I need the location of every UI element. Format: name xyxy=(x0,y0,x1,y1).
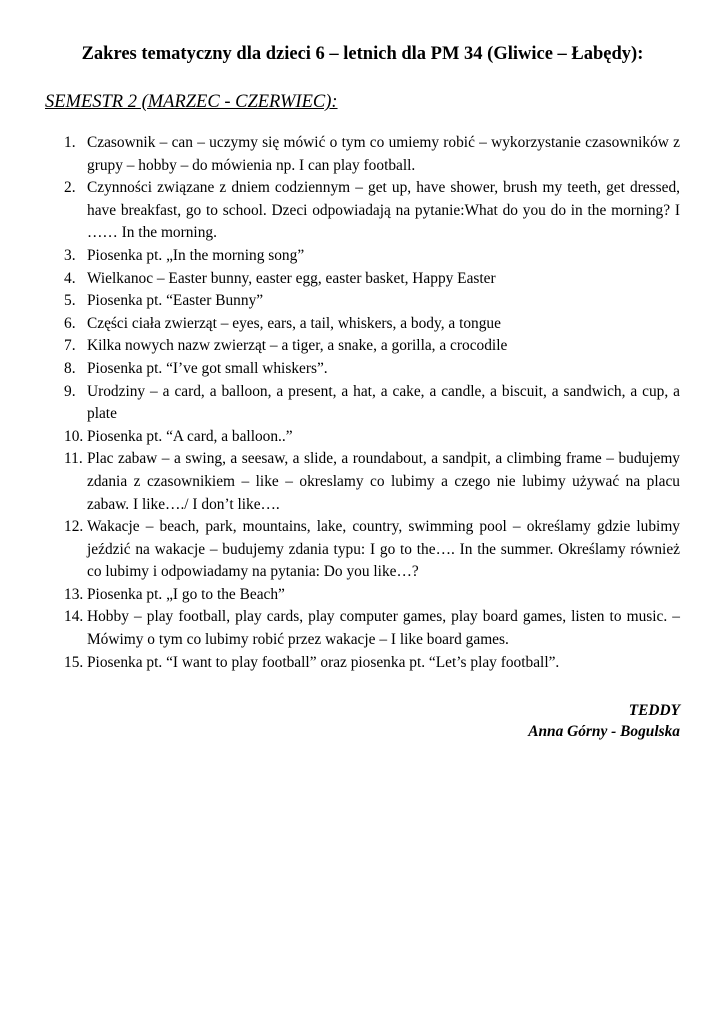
list-item xyxy=(64,132,680,177)
list-item-number: 2. xyxy=(64,179,76,197)
list-item-number: 10. xyxy=(64,427,84,445)
list-item-number: 8. xyxy=(64,359,76,377)
signature-school-name: TEDDY xyxy=(628,702,680,719)
list-item-text: Wakacje – beach, park, mountains, lake, country, swimming pool – określamy gdzie lubimy jeździć na wakacje – budujemy zdania typu: I go to the…. In the summer. Określamy również co lubimy i odpowiadamy na pytania: Do you like…? xyxy=(87,518,680,581)
list-item xyxy=(64,516,680,584)
document-title: Zakres tematyczny dla dzieci 6 – letnich dla PM 34 (Gliwice – Łabędy): xyxy=(81,44,644,64)
list-item-number: 3. xyxy=(64,246,76,264)
list-item xyxy=(64,313,680,336)
list-item-number: 4. xyxy=(64,269,76,287)
list-item-number: 9. xyxy=(64,382,76,400)
list-item-number: 5. xyxy=(64,292,76,310)
list-item xyxy=(64,358,680,381)
list-item-text: Czynności związane z dniem codziennym – get up, have shower, brush my teeth, get dressed, have breakfast, go to school. Dzeci odpowiadają na pytanie:What do you do in the morning? I …… In the morning. xyxy=(87,179,680,242)
list-item-number: 11. xyxy=(64,450,83,468)
list-item xyxy=(64,584,680,607)
signature-author-name: Anna Górny - Bogulska xyxy=(528,723,680,740)
list-item-number: 14. xyxy=(64,608,84,626)
list-item xyxy=(64,606,680,651)
list-item-text: Czasownik – can – uczymy się mówić o tym co umiemy robić – wykorzystanie czasowników z grupy – hobby – do mówienia np. I can play football. xyxy=(87,134,680,174)
list-item-text: Piosenka pt. „In the morning song” xyxy=(87,246,305,264)
list-item-text: Piosenka pt. “I’ve got small whiskers”. xyxy=(87,359,328,377)
list-item-number: 13. xyxy=(64,585,84,603)
list-item-number: 12. xyxy=(64,518,84,536)
list-item xyxy=(64,448,680,516)
list-item-text: Piosenka pt. “A card, a balloon..” xyxy=(87,427,293,445)
list-item xyxy=(64,652,680,675)
list-item-text: Wielkanoc – Easter bunny, easter egg, easter basket, Happy Easter xyxy=(87,269,496,287)
semester-heading: SEMESTR 2 (MARZEC - CZERWIEC): xyxy=(45,92,338,112)
list-item-text: Piosenka pt. „I go to the Beach” xyxy=(87,585,285,603)
list-item-text: Hobby – play football, play cards, play computer games, play board games, listen to music. – Mówimy o tym co lubimy robić przez wakacje – I like board games. xyxy=(87,608,680,649)
list-item xyxy=(64,245,680,268)
topics-list xyxy=(64,132,680,674)
list-item-number: 6. xyxy=(64,314,76,332)
list-item-number: 7. xyxy=(64,337,76,355)
list-item xyxy=(64,177,680,245)
list-item-text: Piosenka pt. “I want to play football” oraz piosenka pt. “Let’s play football”. xyxy=(87,653,560,671)
list-item-text: Piosenka pt. “Easter Bunny” xyxy=(87,292,264,310)
list-item-number: 15. xyxy=(64,653,84,671)
list-item xyxy=(64,426,680,449)
list-item-text: Plac zabaw – a swing, a seesaw, a slide, a roundabout, a sandpit, a climbing frame – budujemy zdania z czasownikiem – like – okreslamy co lubimy a czego nie lubimy używać na placu zabaw. I like…./ I don’t like…. xyxy=(87,450,680,513)
list-item xyxy=(64,381,680,426)
list-item xyxy=(64,290,680,313)
list-item-number: 1. xyxy=(64,134,76,151)
list-item-text: Kilka nowych nazw zwierząt – a tiger, a snake, a gorilla, a crocodile xyxy=(87,337,508,355)
list-item xyxy=(64,335,680,358)
list-item-text: Części ciała zwierząt – eyes, ears, a tail, whiskers, a body, a tongue xyxy=(87,314,501,332)
list-item xyxy=(64,268,680,291)
list-item-text: Urodziny – a card, a balloon, a present, a hat, a cake, a candle, a biscuit, a sandwich, a cup, a plate xyxy=(87,382,680,423)
